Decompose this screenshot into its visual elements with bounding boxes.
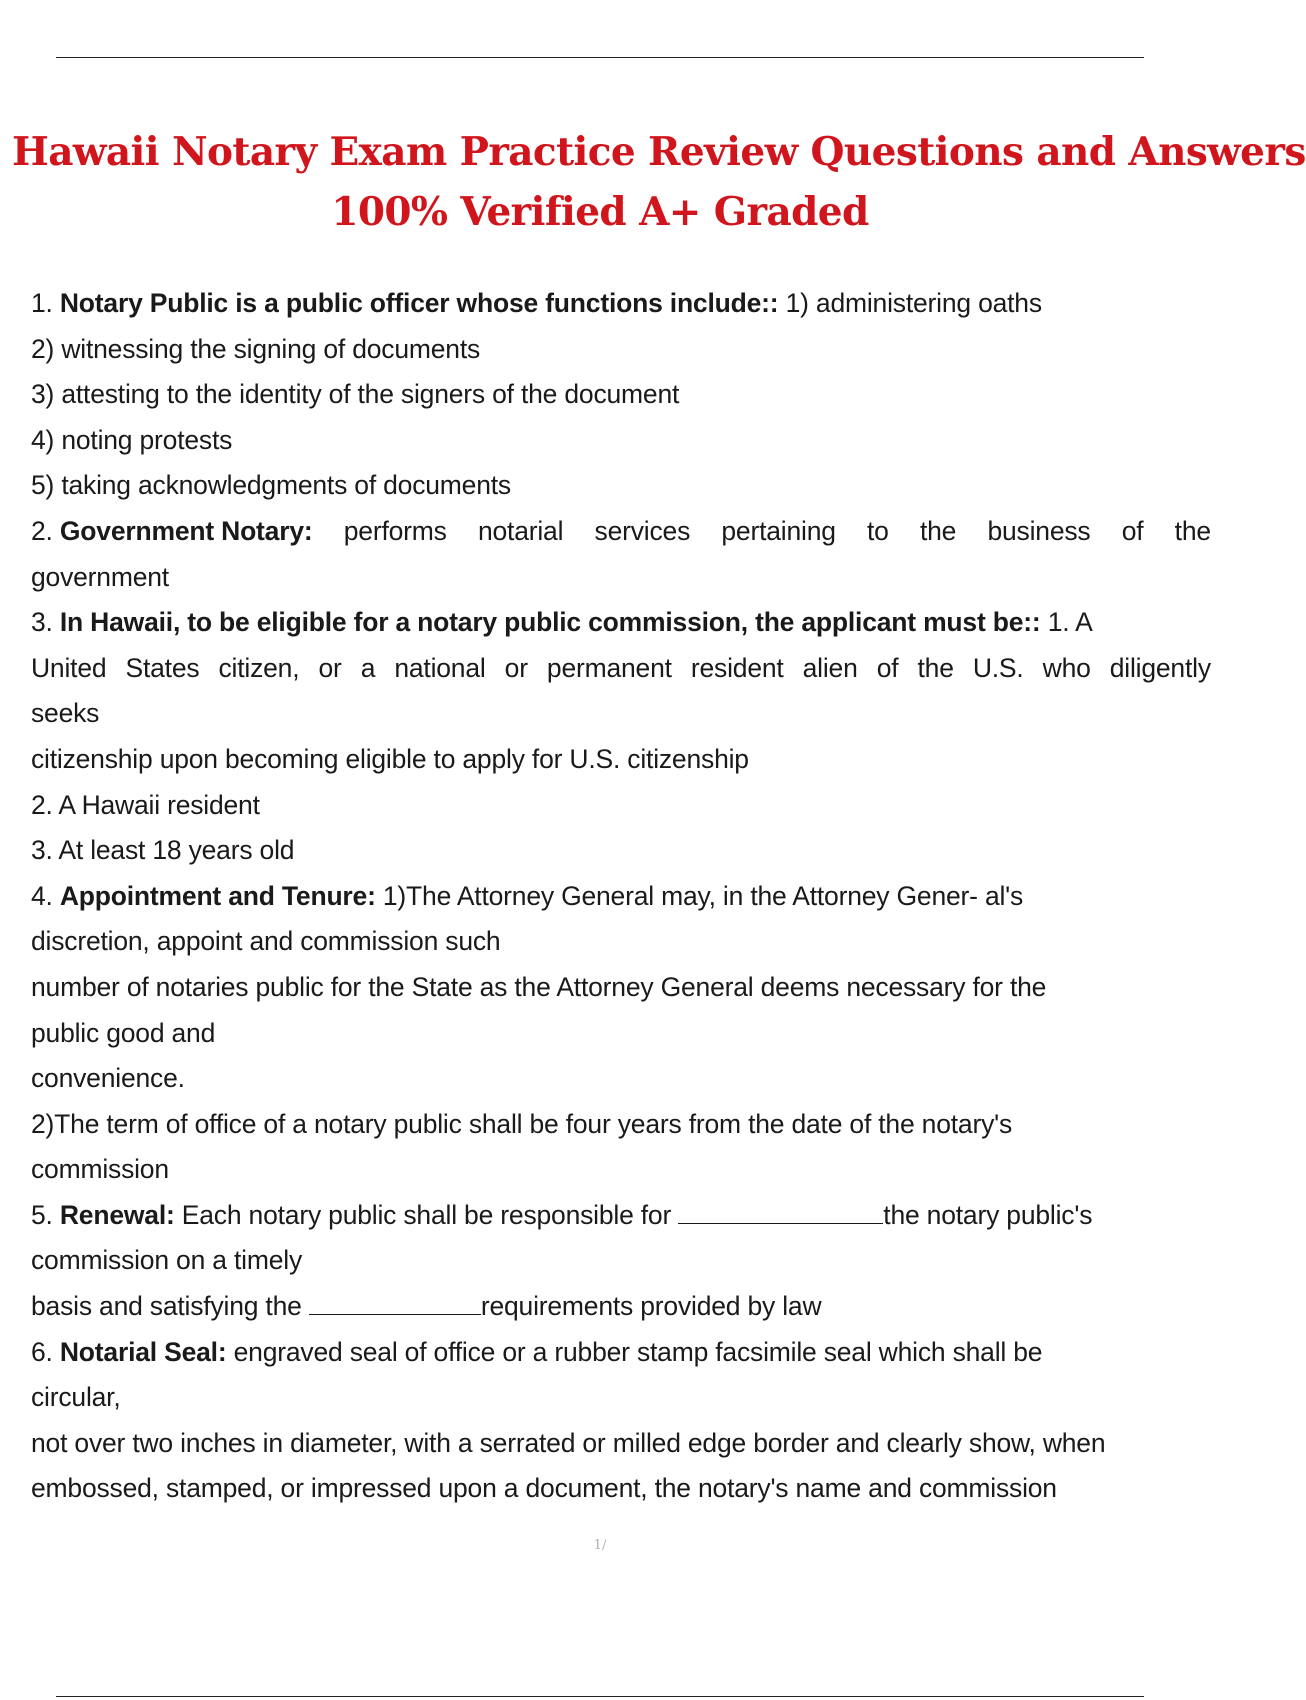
q3-line-3: seeks [31, 698, 100, 729]
q5-line-1: 5. Renewal: Each notary public shall be responsible for the notary public's [31, 1199, 1093, 1230]
q5-line-3: basis and satisfying the requirements provided by law [31, 1291, 822, 1322]
q1-term: Notary Public is a public officer whose functions include:: [59, 288, 779, 318]
q2-line-2: government [31, 561, 169, 592]
q1-line-2: 2) witnessing the signing of documents [31, 333, 481, 364]
q1-line-1: 1. Notary Public is a public officer whose functions include:: 1) administering oaths [31, 288, 1042, 318]
document-body [31, 281, 1211, 1512]
q6-line-4: embossed, stamped, or impressed upon a document, the notary's name and commission [31, 1473, 1057, 1504]
q3-line-2: United States citizen, or a national or permanent resident alien of the U.S. who diligently [31, 652, 1211, 683]
q4-term: Appointment and Tenure: [59, 880, 376, 911]
q1-line-3: 3) attesting to the identity of the signers of the document [31, 379, 680, 410]
q1-line-4: 4) noting protests [31, 424, 233, 455]
q4-line-1: 4. Appointment and Tenure: 1)The Attorney General may, in the Attorney Gener- al's [31, 880, 1024, 911]
title-line-1: Hawaii Notary Exam Practice Review Questions and Answers [12, 129, 1306, 175]
q4-line-7: commission [31, 1154, 169, 1185]
q6-term: Notarial Seal: [59, 1336, 227, 1367]
q2-line-1: 2. Government Notary: performs notarial services pertaining to the business of the [31, 515, 1211, 546]
q3-line-4: citizenship upon becoming eligible to apply for U.S. citizenship [31, 743, 749, 774]
q2-term: Government Notary: [59, 515, 313, 546]
q5-term: Renewal: [59, 1199, 175, 1230]
q6-line-3: not over two inches in diameter, with a serrated or milled edge border and clearly show, when [31, 1427, 1106, 1458]
q3-line-5: 2. A Hawaii resident [31, 789, 260, 820]
fill-in-blank-1 [678, 1201, 883, 1224]
q4-line-3: number of notaries public for the State as the Attorney General deems necessary for the [31, 971, 1047, 1002]
q3-line-6: 3. At least 18 years old [31, 835, 295, 866]
q6-line-2: circular, [31, 1382, 121, 1413]
q3-term: In Hawaii, to be eligible for a notary public commission, the applicant must be:: [59, 607, 1041, 638]
q4-line-2: discretion, appoint and commission such [31, 926, 501, 957]
q4-line-4: public good and [31, 1017, 216, 1048]
q1-line-5: 5) taking acknowledgments of documents [31, 470, 511, 501]
q5-line-2: commission on a timely [31, 1245, 302, 1276]
q4-line-5: convenience. [31, 1063, 185, 1094]
title-line-2: 100% Verified A+ Graded [331, 189, 869, 235]
q4-line-6: 2)The term of office of a notary public shall be four years from the date of the notary's [31, 1108, 1013, 1139]
page-number: 1/ [593, 1538, 607, 1553]
top-rule [56, 57, 1144, 58]
q3-line-1: 3. In Hawaii, to be eligible for a notary public commission, the applicant must be:: 1. A [31, 607, 1093, 638]
bottom-rule [56, 1696, 1144, 1697]
q6-line-1: 6. Notarial Seal: engraved seal of office or a rubber stamp facsimile seal which shall be [31, 1336, 1043, 1367]
fill-in-blank-2 [309, 1292, 481, 1315]
